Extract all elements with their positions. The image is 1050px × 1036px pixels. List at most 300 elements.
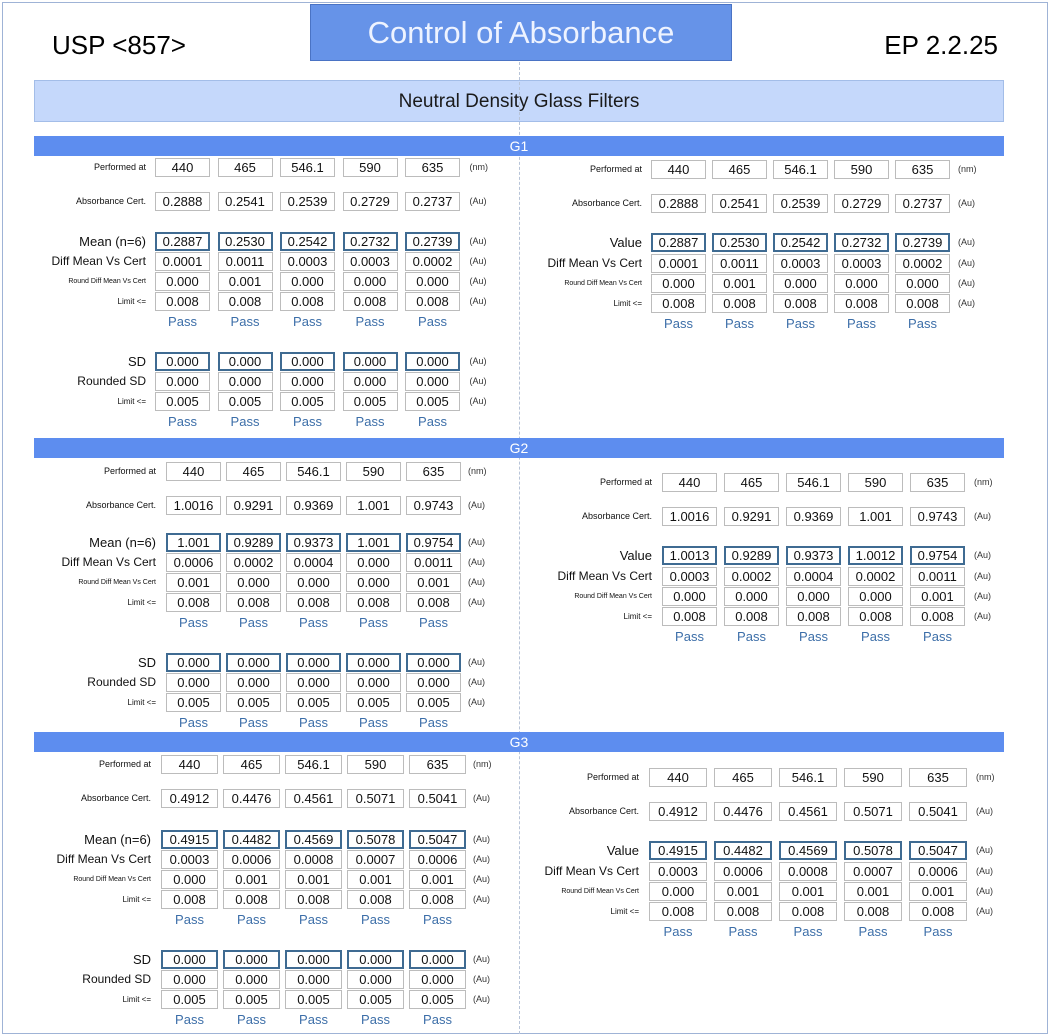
ep-value-cell: 0.0007 — [844, 862, 902, 881]
usp-unit-label: (Au) — [468, 577, 486, 587]
ep-row-label-performed-at: Performed at — [589, 164, 642, 174]
usp-value-cell: 0.000 — [161, 970, 218, 989]
ep-value-cell: 0.0002 — [895, 254, 950, 273]
usp-value-cell: 0.005 — [406, 693, 461, 712]
ep-value-cell: 465 — [724, 473, 779, 492]
usp-value-cell: 0.005 — [161, 990, 218, 1009]
ep-row-label-round-diff: Round Diff Mean Vs Cert — [561, 888, 639, 895]
usp-value-cell: 0.000 — [226, 673, 281, 692]
usp-pass-result: Pass — [419, 715, 448, 730]
ep-value-cell: 0.9289 — [724, 546, 779, 565]
ep-value-cell: 0.008 — [712, 294, 767, 313]
usp-value-cell: 0.001 — [406, 573, 461, 592]
usp-value-cell: 1.001 — [166, 533, 221, 552]
usp-value-cell: 0.2729 — [343, 192, 398, 211]
usp-value-cell: 0.9369 — [286, 496, 341, 515]
ep-value-cell: 1.0013 — [662, 546, 717, 565]
usp-unit-label: (Au) — [473, 954, 491, 964]
usp-value-cell: 0.0007 — [347, 850, 404, 869]
usp-unit-label: (nm) — [473, 759, 492, 769]
usp-row-label-diff: Diff Mean Vs Cert — [61, 555, 156, 569]
ep-pass-result: Pass — [675, 629, 704, 644]
usp-value-cell: 0.0002 — [405, 252, 460, 271]
usp-value-cell: 0.5041 — [409, 789, 466, 808]
usp-row-label-limit: Limit <= — [117, 297, 146, 306]
ep-value-cell: 1.0012 — [848, 546, 903, 565]
ep-value-cell: 0.2729 — [834, 194, 889, 213]
ep-value-cell: 590 — [834, 160, 889, 179]
usp-value-cell: 0.005 — [286, 693, 341, 712]
group-header-g2: G2 — [34, 438, 1004, 458]
usp-value-cell: 0.0011 — [406, 553, 461, 572]
ep-pass-result: Pass — [799, 629, 828, 644]
usp-value-cell: 0.4912 — [161, 789, 218, 808]
usp-row-label-mean: Mean (n=6) — [84, 832, 151, 847]
ep-row-label-round-diff: Round Diff Mean Vs Cert — [564, 280, 642, 287]
ep-unit-label: (Au) — [976, 866, 994, 876]
ep-value-cell: 0.9291 — [724, 507, 779, 526]
usp-value-cell: 0.005 — [218, 392, 273, 411]
usp-value-cell: 0.0003 — [280, 252, 335, 271]
ep-value-cell: 635 — [909, 768, 967, 787]
usp-unit-label: (Au) — [469, 276, 487, 286]
usp-value-cell: 0.0008 — [285, 850, 342, 869]
usp-unit-label: (Au) — [469, 396, 487, 406]
ep-row-label-limit: Limit <= — [613, 299, 642, 308]
ep-pass-result: Pass — [725, 316, 754, 331]
usp-value-cell: 0.2732 — [343, 232, 398, 251]
usp-row-label-performed-at: Performed at — [103, 466, 156, 476]
ep-value-cell: 0.5071 — [844, 802, 902, 821]
usp-value-cell: 0.000 — [405, 372, 460, 391]
usp-value-cell: 590 — [347, 755, 404, 774]
usp-value-cell: 590 — [346, 462, 401, 481]
usp-value-cell: 0.4915 — [161, 830, 218, 849]
ep-value-cell: 440 — [649, 768, 707, 787]
ep-value-cell: 0.000 — [724, 587, 779, 606]
usp-value-cell: 0.000 — [346, 573, 401, 592]
ep-pass-result: Pass — [793, 924, 823, 939]
usp-pass-result: Pass — [418, 414, 447, 429]
usp-value-cell: 0.008 — [285, 890, 342, 909]
usp-unit-label: (Au) — [468, 557, 486, 567]
usp-value-cell: 0.008 — [409, 890, 466, 909]
ep-value-cell: 0.9373 — [786, 546, 841, 565]
usp-value-cell: 0.001 — [285, 870, 342, 889]
usp-pass-result: Pass — [179, 715, 208, 730]
usp-value-cell: 0.4476 — [223, 789, 280, 808]
usp-row-label-limit: Limit <= — [122, 895, 151, 904]
usp-pass-result: Pass — [419, 615, 448, 630]
usp-value-cell: 0.000 — [405, 272, 460, 291]
usp-value-cell: 0.005 — [280, 392, 335, 411]
usp-pass-result: Pass — [293, 414, 322, 429]
usp-unit-label: (Au) — [468, 597, 486, 607]
usp-value-cell: 0.008 — [155, 292, 210, 311]
ep-standard-label: EP 2.2.25 — [884, 30, 998, 60]
ep-value-cell: 0.008 — [910, 607, 965, 626]
page-subtitle: Neutral Density Glass Filters — [34, 80, 1004, 122]
ep-value-cell: 465 — [714, 768, 772, 787]
ep-value-cell: 0.000 — [773, 274, 828, 293]
usp-row-label-round-diff: Round Diff Mean Vs Cert — [78, 579, 156, 586]
usp-unit-label: (Au) — [469, 296, 487, 306]
usp-pass-result: Pass — [359, 615, 388, 630]
usp-value-cell: 0.000 — [347, 970, 404, 989]
usp-value-cell: 0.0003 — [343, 252, 398, 271]
ep-value-cell: 0.000 — [662, 587, 717, 606]
usp-value-cell: 0.000 — [155, 372, 210, 391]
ep-value-cell: 0.9754 — [910, 546, 965, 565]
usp-row-label-diff: Diff Mean Vs Cert — [51, 254, 146, 268]
ep-row-label-limit: Limit <= — [623, 612, 652, 621]
usp-value-cell: 0.2888 — [155, 192, 210, 211]
usp-value-cell: 0.000 — [226, 653, 281, 672]
ep-value-cell: 0.001 — [910, 587, 965, 606]
ep-unit-label: (nm) — [976, 772, 995, 782]
usp-value-cell: 465 — [226, 462, 281, 481]
ep-pass-result: Pass — [858, 924, 888, 939]
page-title: Control of Absorbance — [310, 4, 732, 61]
ep-row-label-cert: Absorbance Cert. — [571, 198, 642, 208]
usp-value-cell: 0.000 — [346, 653, 401, 672]
ep-value-cell: 0.008 — [848, 607, 903, 626]
usp-row-label-sd: SD — [132, 952, 151, 967]
ep-unit-label: (nm) — [958, 164, 977, 174]
ep-value-cell: 0.0011 — [910, 567, 965, 586]
ep-unit-label: (Au) — [976, 906, 994, 916]
usp-pass-result: Pass — [237, 912, 266, 927]
ep-value-cell: 0.2541 — [712, 194, 767, 213]
usp-value-cell: 0.000 — [166, 653, 221, 672]
usp-value-cell: 1.001 — [346, 496, 401, 515]
usp-value-cell: 0.000 — [405, 352, 460, 371]
usp-value-cell: 0.2737 — [405, 192, 460, 211]
usp-value-cell: 546.1 — [285, 755, 342, 774]
ep-unit-label: (Au) — [974, 591, 992, 601]
ep-unit-label: (Au) — [958, 198, 976, 208]
usp-value-cell: 1.0016 — [166, 496, 221, 515]
usp-unit-label: (Au) — [468, 537, 486, 547]
ep-value-cell: 0.2888 — [651, 194, 706, 213]
ep-value-cell: 440 — [651, 160, 706, 179]
ep-unit-label: (Au) — [974, 550, 992, 560]
ep-value-cell: 0.001 — [779, 882, 837, 901]
ep-value-cell: 590 — [844, 768, 902, 787]
usp-pass-result: Pass — [175, 1012, 204, 1027]
usp-unit-label: (nm) — [468, 466, 487, 476]
ep-value-cell: 0.008 — [786, 607, 841, 626]
ep-value-cell: 0.5078 — [844, 841, 902, 860]
usp-value-cell: 635 — [406, 462, 461, 481]
usp-value-cell: 0.005 — [226, 693, 281, 712]
usp-value-cell: 0.000 — [223, 950, 280, 969]
ep-value-cell: 0.008 — [724, 607, 779, 626]
ep-value-cell: 0.0004 — [786, 567, 841, 586]
usp-pass-result: Pass — [293, 314, 322, 329]
usp-pass-result: Pass — [299, 615, 328, 630]
ep-row-label-diff: Diff Mean Vs Cert — [547, 256, 642, 270]
usp-unit-label: (Au) — [473, 894, 491, 904]
usp-unit-label: (Au) — [468, 697, 486, 707]
ep-pass-result: Pass — [847, 316, 876, 331]
usp-unit-label: (Au) — [473, 793, 491, 803]
usp-pass-result: Pass — [361, 1012, 390, 1027]
ep-value-cell: 0.001 — [909, 882, 967, 901]
usp-value-cell: 0.2542 — [280, 232, 335, 251]
usp-value-cell: 0.000 — [161, 870, 218, 889]
usp-value-cell: 0.000 — [409, 950, 466, 969]
usp-row-label-mean: Mean (n=6) — [79, 234, 146, 249]
usp-value-cell: 0.0004 — [286, 553, 341, 572]
usp-value-cell: 0.001 — [218, 272, 273, 291]
usp-pass-result: Pass — [168, 314, 197, 329]
ep-value-cell: 0.0001 — [651, 254, 706, 273]
ep-value-cell: 1.001 — [848, 507, 903, 526]
usp-value-cell: 0.005 — [346, 693, 401, 712]
ep-value-cell: 1.0016 — [662, 507, 717, 526]
usp-value-cell: 0.005 — [347, 990, 404, 1009]
ep-unit-label: (Au) — [958, 258, 976, 268]
usp-row-label-sd: SD — [137, 655, 156, 670]
usp-value-cell: 0.000 — [285, 970, 342, 989]
usp-row-label-cert: Absorbance Cert. — [85, 500, 156, 510]
ep-value-cell: 0.4915 — [649, 841, 707, 860]
usp-value-cell: 0.5071 — [347, 789, 404, 808]
usp-unit-label: (Au) — [469, 196, 487, 206]
usp-pass-result: Pass — [359, 715, 388, 730]
ep-value-cell: 0.001 — [712, 274, 767, 293]
usp-row-label-limit: Limit <= — [127, 598, 156, 607]
usp-value-cell: 0.000 — [285, 950, 342, 969]
ep-value-cell: 0.000 — [848, 587, 903, 606]
ep-pass-result: Pass — [728, 924, 758, 939]
ep-value-cell: 0.008 — [651, 294, 706, 313]
ep-unit-label: (Au) — [974, 511, 992, 521]
ep-value-cell: 0.008 — [714, 902, 772, 921]
ep-value-cell: 0.2530 — [712, 233, 767, 252]
ep-unit-label: (Au) — [974, 571, 992, 581]
usp-unit-label: (Au) — [468, 677, 486, 687]
usp-value-cell: 0.008 — [166, 593, 221, 612]
usp-value-cell: 0.000 — [347, 950, 404, 969]
usp-value-cell: 0.9373 — [286, 533, 341, 552]
ep-value-cell: 0.000 — [834, 274, 889, 293]
usp-value-cell: 0.008 — [346, 593, 401, 612]
ep-value-cell: 0.0003 — [773, 254, 828, 273]
usp-value-cell: 635 — [405, 158, 460, 177]
ep-value-cell: 0.008 — [649, 902, 707, 921]
usp-value-cell: 0.2539 — [280, 192, 335, 211]
ep-value-cell: 465 — [712, 160, 767, 179]
ep-value-cell: 0.0003 — [834, 254, 889, 273]
usp-value-cell: 0.000 — [343, 372, 398, 391]
usp-value-cell: 0.5078 — [347, 830, 404, 849]
usp-standard-label: USP <857> — [52, 30, 186, 60]
usp-value-cell: 0.008 — [405, 292, 460, 311]
usp-value-cell: 0.000 — [343, 352, 398, 371]
usp-value-cell: 0.0002 — [226, 553, 281, 572]
ep-row-label-diff: Diff Mean Vs Cert — [557, 569, 652, 583]
ep-row-label-limit: Limit <= — [610, 907, 639, 916]
usp-value-cell: 440 — [161, 755, 218, 774]
usp-pass-result: Pass — [230, 414, 260, 429]
usp-row-label-sd-limit: Limit <= — [122, 995, 151, 1004]
usp-value-cell: 0.9743 — [406, 496, 461, 515]
usp-value-cell: 465 — [223, 755, 280, 774]
ep-row-label-cert: Absorbance Cert. — [568, 806, 639, 816]
usp-pass-result: Pass — [423, 912, 452, 927]
group-header-g3: G3 — [34, 732, 1004, 752]
usp-unit-label: (Au) — [473, 974, 491, 984]
usp-value-cell: 0.0011 — [218, 252, 273, 271]
usp-value-cell: 0.005 — [285, 990, 342, 1009]
ep-pass-result: Pass — [663, 924, 693, 939]
ep-row-label-performed-at: Performed at — [586, 772, 639, 782]
usp-value-cell: 0.2530 — [218, 232, 273, 251]
ep-value-cell: 0.4482 — [714, 841, 772, 860]
usp-value-cell: 0.000 — [218, 372, 273, 391]
usp-value-cell: 0.5047 — [409, 830, 466, 849]
ep-value-cell: 0.2542 — [773, 233, 828, 252]
usp-value-cell: 0.4569 — [285, 830, 342, 849]
usp-pass-result: Pass — [423, 1012, 452, 1027]
usp-row-label-performed-at: Performed at — [98, 759, 151, 769]
usp-value-cell: 0.005 — [343, 392, 398, 411]
usp-value-cell: 0.000 — [346, 673, 401, 692]
usp-unit-label: (nm) — [469, 162, 488, 172]
ep-pass-result: Pass — [908, 316, 937, 331]
ep-value-cell: 0.0002 — [848, 567, 903, 586]
usp-value-cell: 0.008 — [223, 890, 280, 909]
usp-value-cell: 0.000 — [286, 573, 341, 592]
ep-value-cell: 0.001 — [844, 882, 902, 901]
usp-value-cell: 0.000 — [280, 272, 335, 291]
ep-value-cell: 635 — [895, 160, 950, 179]
ep-row-label-value: Value — [619, 548, 652, 563]
usp-unit-label: (Au) — [473, 874, 491, 884]
ep-value-cell: 0.008 — [779, 902, 837, 921]
usp-value-cell: 635 — [409, 755, 466, 774]
usp-value-cell: 1.001 — [346, 533, 401, 552]
usp-value-cell: 465 — [218, 158, 273, 177]
usp-row-label-cert: Absorbance Cert. — [75, 196, 146, 206]
usp-value-cell: 0.4482 — [223, 830, 280, 849]
usp-pass-result: Pass — [299, 715, 328, 730]
usp-value-cell: 0.000 — [161, 950, 218, 969]
ep-unit-label: (Au) — [974, 611, 992, 621]
usp-value-cell: 0.0001 — [155, 252, 210, 271]
usp-row-label-rounded-sd: Rounded SD — [82, 972, 151, 986]
ep-unit-label: (nm) — [974, 477, 993, 487]
usp-value-cell: 0.0006 — [409, 850, 466, 869]
usp-row-label-diff: Diff Mean Vs Cert — [56, 852, 151, 866]
usp-value-cell: 0.008 — [343, 292, 398, 311]
usp-row-label-rounded-sd: Rounded SD — [77, 374, 146, 388]
ep-value-cell: 0.2732 — [834, 233, 889, 252]
usp-value-cell: 0.001 — [409, 870, 466, 889]
ep-pass-result: Pass — [786, 316, 815, 331]
ep-value-cell: 0.008 — [844, 902, 902, 921]
usp-value-cell: 0.000 — [280, 372, 335, 391]
usp-value-cell: 0.005 — [155, 392, 210, 411]
usp-value-cell: 0.008 — [218, 292, 273, 311]
usp-value-cell: 0.9289 — [226, 533, 281, 552]
usp-pass-result: Pass — [179, 615, 208, 630]
ep-value-cell: 0.4561 — [779, 802, 837, 821]
usp-value-cell: 0.008 — [406, 593, 461, 612]
usp-value-cell: 0.005 — [409, 990, 466, 1009]
usp-pass-result: Pass — [175, 912, 204, 927]
usp-row-label-rounded-sd: Rounded SD — [87, 675, 156, 689]
usp-value-cell: 546.1 — [286, 462, 341, 481]
usp-unit-label: (Au) — [473, 994, 491, 1004]
usp-value-cell: 0.000 — [409, 970, 466, 989]
ep-value-cell: 0.0008 — [779, 862, 837, 881]
ep-value-cell: 0.008 — [773, 294, 828, 313]
usp-value-cell: 0.0006 — [166, 553, 221, 572]
ep-value-cell: 546.1 — [773, 160, 828, 179]
ep-value-cell: 0.0006 — [714, 862, 772, 881]
ep-row-label-cert: Absorbance Cert. — [581, 511, 652, 521]
usp-value-cell: 0.000 — [226, 573, 281, 592]
usp-unit-label: (Au) — [468, 657, 486, 667]
ep-unit-label: (Au) — [958, 278, 976, 288]
ep-value-cell: 590 — [848, 473, 903, 492]
ep-value-cell: 0.000 — [786, 587, 841, 606]
usp-value-cell: 0.000 — [218, 352, 273, 371]
usp-pass-result: Pass — [355, 414, 385, 429]
usp-value-cell: 0.005 — [166, 693, 221, 712]
usp-row-label-mean: Mean (n=6) — [89, 535, 156, 550]
usp-row-label-sd-limit: Limit <= — [127, 698, 156, 707]
ep-pass-result: Pass — [923, 629, 952, 644]
usp-value-cell: 0.005 — [223, 990, 280, 1009]
ep-pass-result: Pass — [664, 316, 693, 331]
ep-value-cell: 0.5047 — [909, 841, 967, 860]
ep-row-label-diff: Diff Mean Vs Cert — [544, 864, 639, 878]
ep-value-cell: 0.2737 — [895, 194, 950, 213]
ep-value-cell: 0.0003 — [662, 567, 717, 586]
ep-value-cell: 0.008 — [834, 294, 889, 313]
ep-row-label-value: Value — [609, 235, 642, 250]
usp-value-cell: 440 — [166, 462, 221, 481]
ep-unit-label: (Au) — [976, 806, 994, 816]
usp-value-cell: 0.000 — [155, 352, 210, 371]
ep-unit-label: (Au) — [958, 237, 976, 247]
usp-value-cell: 0.0006 — [223, 850, 280, 869]
usp-row-label-performed-at: Performed at — [93, 162, 146, 172]
usp-value-cell: 590 — [343, 158, 398, 177]
ep-value-cell: 0.5041 — [909, 802, 967, 821]
usp-unit-label: (Au) — [469, 256, 487, 266]
ep-value-cell: 0.008 — [895, 294, 950, 313]
usp-pass-result: Pass — [299, 912, 328, 927]
usp-value-cell: 0.008 — [286, 593, 341, 612]
usp-pass-result: Pass — [299, 1012, 328, 1027]
usp-value-cell: 0.2739 — [405, 232, 460, 251]
usp-value-cell: 0.2887 — [155, 232, 210, 251]
usp-unit-label: (Au) — [468, 500, 486, 510]
usp-value-cell: 0.008 — [161, 890, 218, 909]
usp-pass-result: Pass — [418, 314, 447, 329]
usp-value-cell: 0.4561 — [285, 789, 342, 808]
usp-value-cell: 0.000 — [280, 352, 335, 371]
usp-value-cell: 0.000 — [343, 272, 398, 291]
usp-value-cell: 0.000 — [346, 553, 401, 572]
usp-value-cell: 0.001 — [223, 870, 280, 889]
ep-value-cell: 0.008 — [909, 902, 967, 921]
